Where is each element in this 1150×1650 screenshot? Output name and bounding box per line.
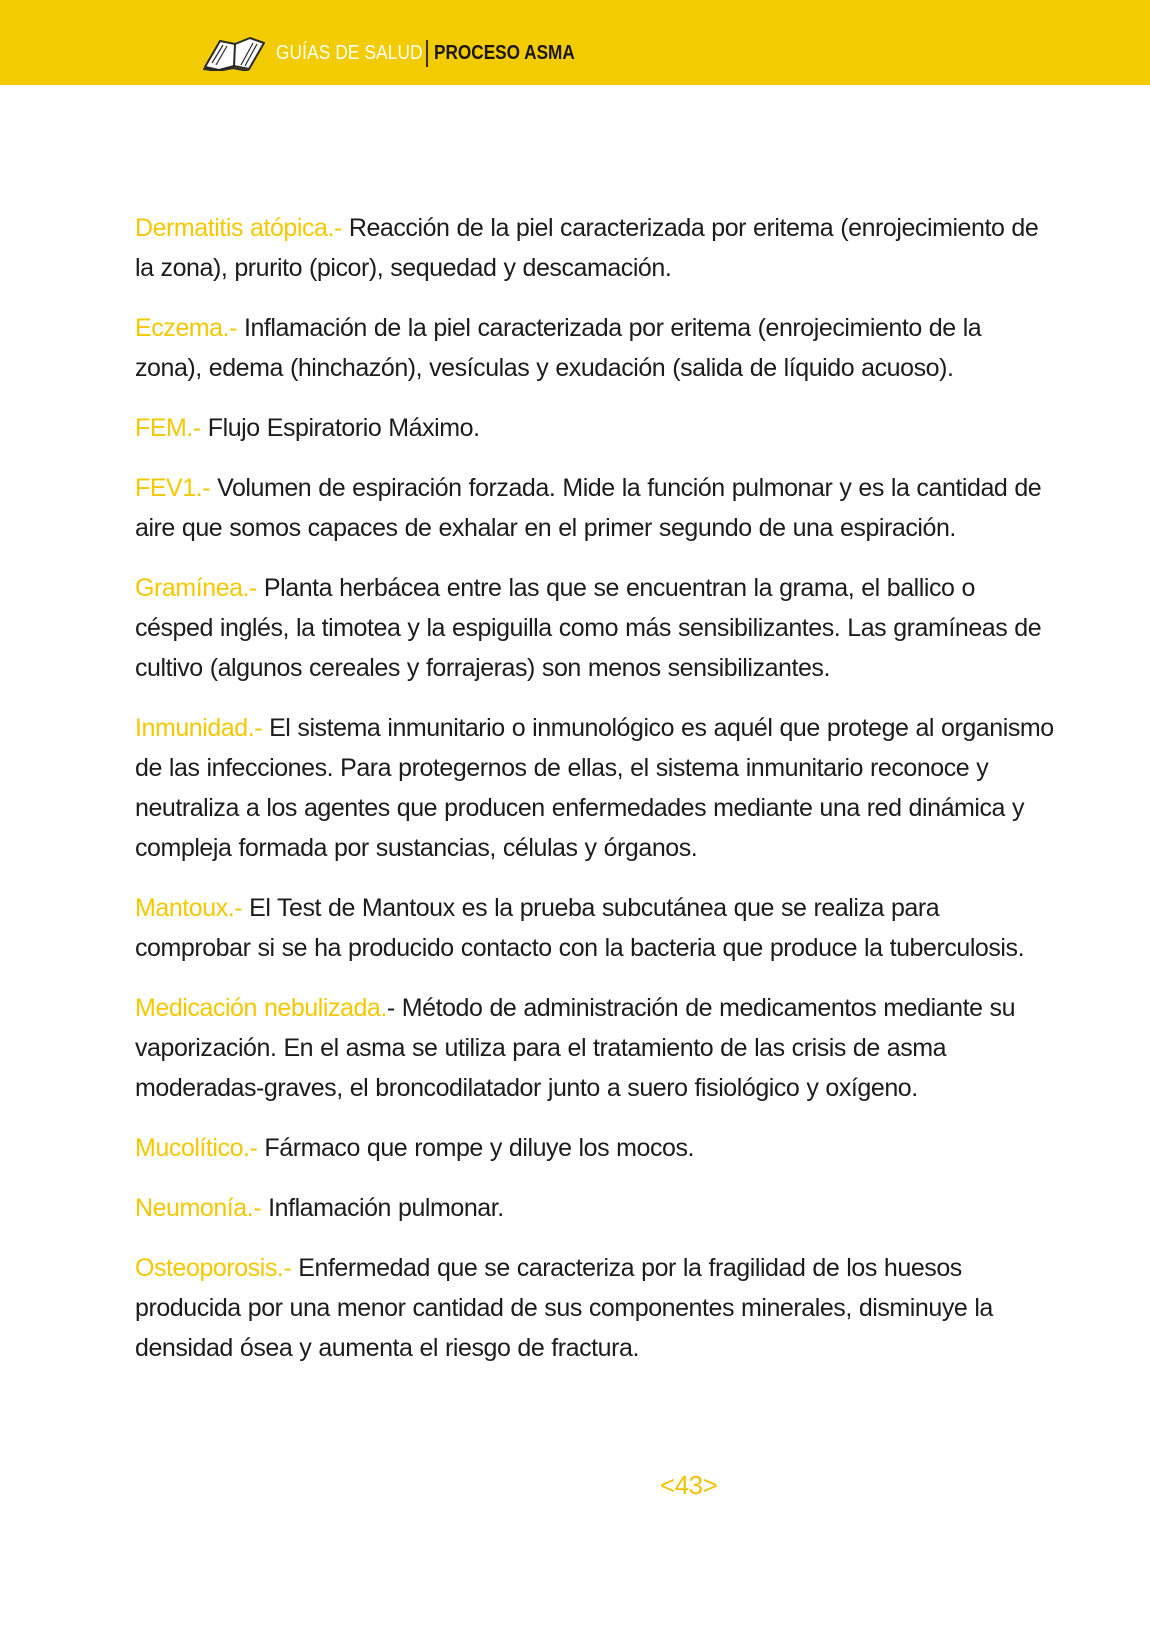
glossary-entry-graminea: [135, 568, 1055, 688]
glossary-term: Medicación nebulizada.: [135, 994, 387, 1022]
glossary-entry-dermatitis-atopica: [135, 208, 1055, 288]
section-title: PROCESO ASMA: [434, 41, 575, 64]
glossary-term: Mantoux.-: [135, 894, 243, 922]
glossary-entry-fev1: [135, 468, 1055, 548]
glossary-term: Inmunidad.-: [135, 714, 263, 742]
glossary-entry-fem: [135, 408, 1055, 448]
glossary-definition: El Test de Mantoux es la prueba subcutánea que se realiza para comprobar si se ha producido contacto con la bacteria que produce la tuberculosis.: [135, 894, 1025, 962]
glossary-term: Eczema.-: [135, 314, 237, 342]
glossary-term: FEV1.-: [135, 474, 211, 502]
glossary-term: Gramínea.-: [135, 574, 257, 602]
glossary-definition: Reacción de la piel caracterizada por eritema (enrojecimiento de la zona), prurito (picor), sequedad y descamación.: [135, 214, 1039, 282]
glossary-term: Neumonía.-: [135, 1194, 262, 1222]
glossary-entry-neumonia: [135, 1188, 1055, 1228]
header-band: [0, 0, 1150, 85]
glossary-entry-mantoux: [135, 888, 1055, 968]
glossary-list: [135, 208, 1055, 1388]
glossary-entry-mucolitico: [135, 1128, 1055, 1168]
glossary-entry-osteoporosis: [135, 1248, 1055, 1368]
glossary-definition: Fármaco que rompe y diluye los mocos.: [257, 1134, 695, 1162]
page-number: <43>: [660, 1470, 718, 1500]
glossary-term: FEM.-: [135, 414, 201, 442]
header-divider: [426, 40, 428, 67]
glossary-entry-medicacion-nebulizada: [135, 988, 1055, 1108]
glossary-definition: El sistema inmunitario o inmunológico es aquél que protege al organismo de las infecciones. Para protegernos de ellas, el sistema inmunitario reconoce y neutraliza a los agentes que producen enfermedades mediante una red dinámica y compleja formada por sustancias, células y órganos.: [135, 714, 1054, 862]
glossary-term: Mucolítico.-: [135, 1134, 258, 1162]
glossary-definition: Inflamación pulmonar.: [261, 1194, 504, 1222]
glossary-definition: Flujo Espiratorio Máximo.: [200, 414, 480, 442]
glossary-term: Osteoporosis.-: [135, 1254, 292, 1282]
series-title: GUÍAS DE SALUD: [276, 41, 423, 64]
glossary-definition: Enfermedad que se caracteriza por la fragilidad de los huesos producida por una menor cantidad de sus componentes minerales, disminuye la densidad ósea y aumenta el riesgo de fractura.: [135, 1254, 993, 1362]
glossary-definition: - Método de administración de medicamentos mediante su vaporización. En el asma se utiliza para el tratamiento de las crisis de asma moderadas-graves, el broncodilatador junto a suero fisiológico y oxígeno.: [135, 994, 1016, 1102]
glossary-entry-inmunidad: [135, 708, 1055, 868]
glossary-definition: Volumen de espiración forzada. Mide la función pulmonar y es la cantidad de aire que somos capaces de exhalar en el primer segundo de una espiración.: [135, 474, 1042, 542]
glossary-definition: Inflamación de la piel caracterizada por eritema (enrojecimiento de la zona), edema (hinchazón), vesículas y exudación (salida de líquido acuoso).: [135, 314, 982, 382]
header-content: [202, 34, 598, 72]
glossary-definition: Planta herbácea entre las que se encuentran la grama, el ballico o césped inglés, la timotea y la espiguilla como más sensibilizantes. Las gramíneas de cultivo (algunos cereales y forrajeras) son menos sensibilizantes.: [135, 574, 1042, 682]
glossary-entry-eczema: [135, 308, 1055, 388]
open-book-icon: [202, 35, 268, 71]
glossary-term: Dermatitis atópica.-: [135, 214, 342, 242]
